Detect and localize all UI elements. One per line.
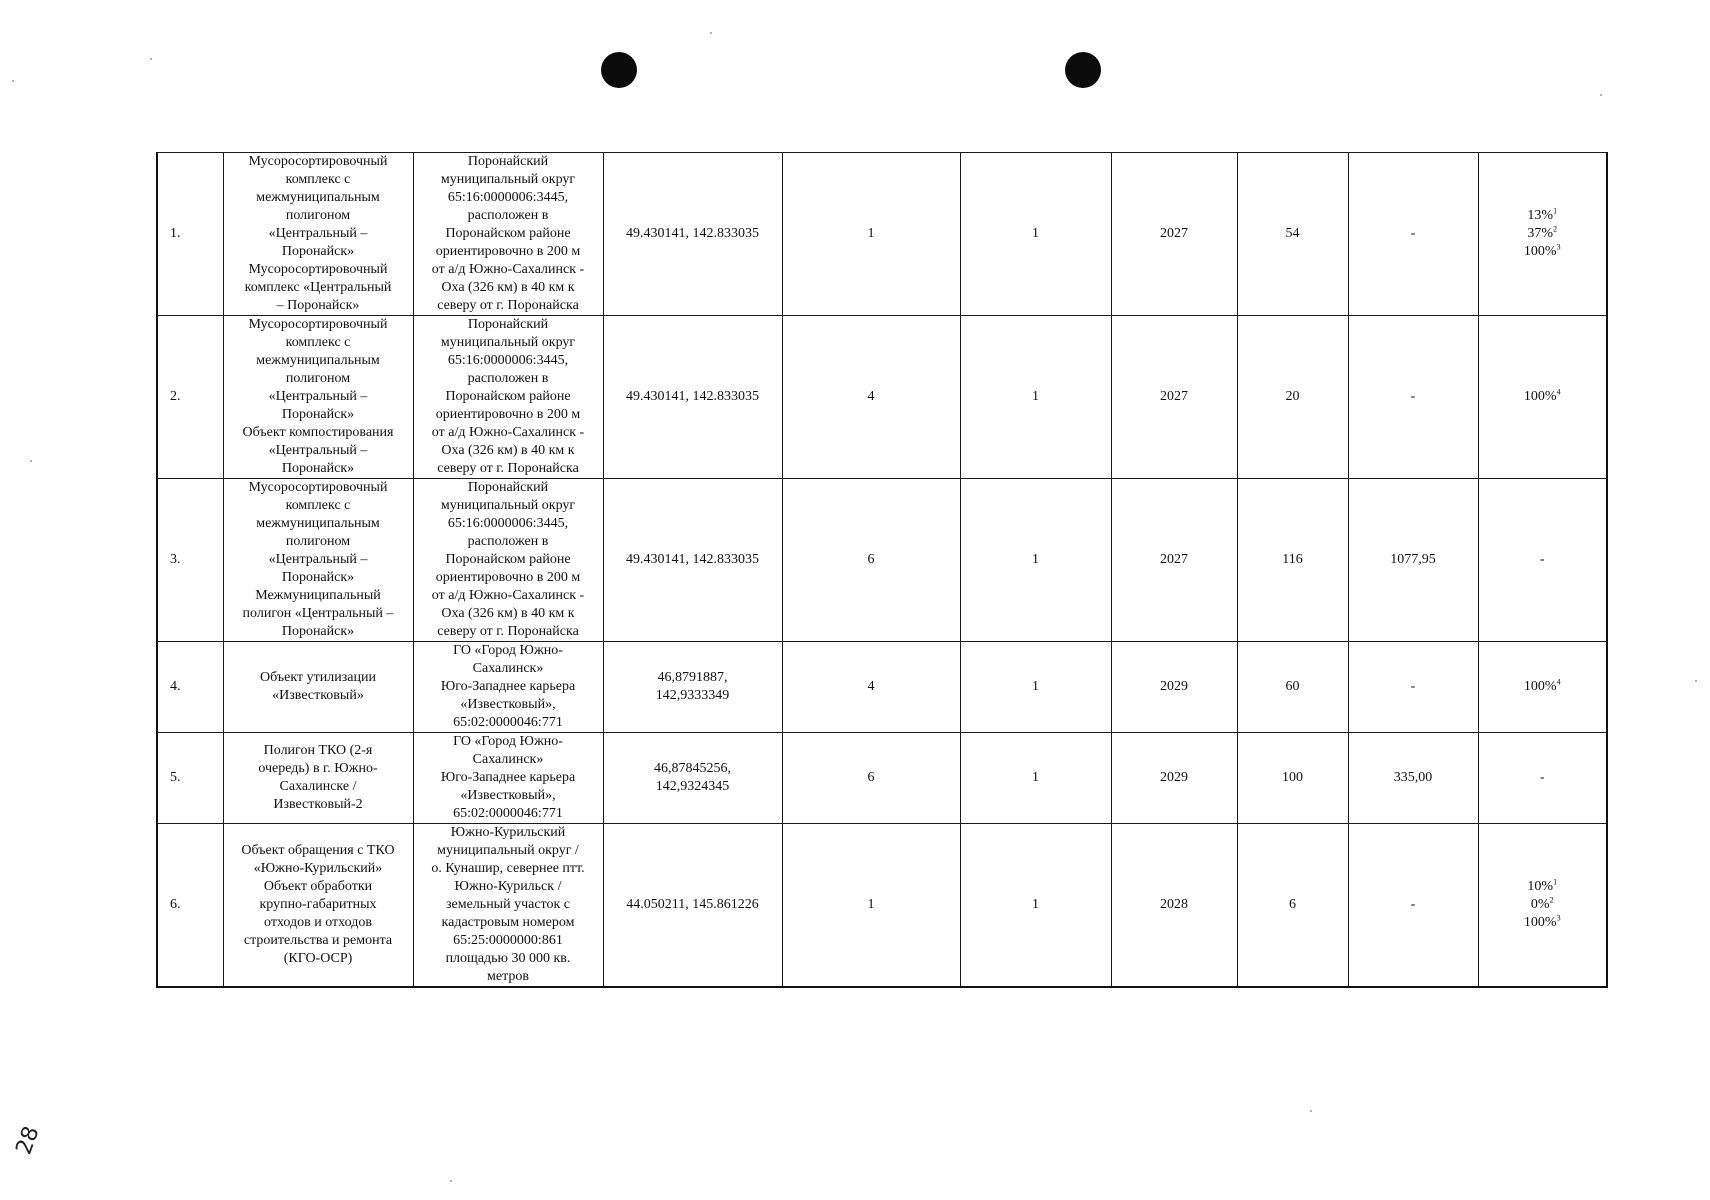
location-cell-line: Сахалинск» [472, 752, 544, 767]
object-name-cell-line: «Центральный – [268, 443, 368, 458]
object-name-cell-line: Межмуниципальный [255, 588, 381, 603]
footnote-marker: 4 [1556, 677, 1561, 687]
location-cell-line: расположен в [467, 534, 549, 549]
location-cell-line: земельный участок с [446, 897, 570, 912]
percentage-cell [1478, 642, 1607, 733]
footnote-marker: 2 [1553, 224, 1558, 234]
object-name-cell-line: крупно-габаритных [259, 897, 377, 912]
location-cell-line: от а/д Южно-Сахалинск - [431, 262, 585, 277]
percentage-line [1481, 914, 1605, 932]
object-name-cell-line: комплекс с [285, 335, 351, 350]
location-cell-line: метров [487, 969, 529, 984]
location-cell-line: муниципальный округ [440, 335, 576, 350]
location-cell-line: Поронайский [467, 317, 549, 332]
location-cell-line: муниципальный округ [440, 172, 576, 187]
coordinates-cell-line: 49.430141, 142.833035 [626, 226, 759, 241]
footnote-marker: 1 [1553, 877, 1558, 887]
object-name-cell-line: Полигон ТКО (2-я [263, 743, 373, 758]
coordinates-cell [603, 733, 782, 824]
location-cell-line: «Известковый», [460, 788, 556, 803]
location-cell-line: 65:02:0000046:771 [453, 806, 563, 821]
year-cell: 2029 [1111, 733, 1237, 824]
percentage-cell [1478, 316, 1607, 479]
scan-speck [1600, 94, 1602, 96]
value-cell-8: 1077,95 [1348, 479, 1478, 642]
location-cell-line: северу от г. Поронайска [437, 624, 579, 639]
object-name-cell-line: полигоном [285, 208, 351, 223]
location-cell-line: ГО «Город Южно- [453, 643, 563, 658]
object-name-cell [223, 824, 413, 988]
value-cell-5: 1 [960, 642, 1111, 733]
location-cell [413, 479, 603, 642]
object-name-cell-line: комплекс «Центральный [244, 280, 392, 295]
percentage-value: 0% [1530, 897, 1550, 912]
year-cell: 2027 [1111, 153, 1237, 316]
location-cell-line: ориентировочно в 200 м [435, 407, 581, 422]
object-name-cell-line: полигон «Центральный – [242, 606, 394, 621]
value-cell-4: 4 [782, 316, 960, 479]
object-name-cell-line: Объект обращения с ТКО [241, 843, 395, 858]
coordinates-cell-line: 44.050211, 145.861226 [626, 897, 759, 912]
year-cell: 2028 [1111, 824, 1237, 988]
coordinates-cell-line: 142,9333349 [655, 688, 730, 703]
location-cell-line: Оха (326 км) в 40 км к [441, 280, 575, 295]
percentage-line [1481, 225, 1605, 243]
object-name-cell-line: Поронайск» [281, 624, 355, 639]
location-cell-line: 65:16:0000006:3445, [447, 190, 569, 205]
location-cell-line: 65:16:0000006:3445, [447, 516, 569, 531]
percentage-cell [1478, 153, 1607, 316]
object-name-cell-line: Поронайск» [281, 461, 355, 476]
location-cell [413, 153, 603, 316]
coordinates-cell-line: 142,9324345 [655, 779, 730, 794]
location-cell-line: ориентировочно в 200 м [435, 570, 581, 585]
coordinates-cell [603, 642, 782, 733]
location-cell-line: северу от г. Поронайска [437, 461, 579, 476]
value-cell-5: 1 [960, 153, 1111, 316]
year-cell: 2029 [1111, 642, 1237, 733]
object-name-cell-line: комплекс с [285, 498, 351, 513]
coordinates-cell-line: 46,87845256, [654, 761, 731, 776]
scan-speck [1695, 680, 1697, 682]
value-cell-8: 335,00 [1348, 733, 1478, 824]
percentage-line [1481, 388, 1605, 406]
object-name-cell-line: полигоном [285, 371, 351, 386]
percentage-value: 100% [1523, 389, 1557, 404]
object-name-cell-line: «Центральный – [268, 226, 368, 241]
value-cell-5: 1 [960, 316, 1111, 479]
table-row [157, 479, 1607, 642]
location-cell-line: северу от г. Поронайска [437, 298, 579, 313]
value-cell-8: - [1348, 824, 1478, 988]
year-cell: 2027 [1111, 479, 1237, 642]
object-name-cell-line: межмуниципальным [256, 353, 380, 368]
table-row [157, 642, 1607, 733]
value-cell-4: 6 [782, 733, 960, 824]
value-cell-7: 20 [1237, 316, 1348, 479]
location-cell-line: 65:02:0000046:771 [453, 715, 563, 730]
table-row [157, 153, 1607, 316]
object-name-cell [223, 479, 413, 642]
coordinates-cell-line: 46,8791887, [657, 670, 728, 685]
object-name-cell-line: Объект компостирования [242, 425, 394, 440]
year-cell: 2027 [1111, 316, 1237, 479]
coordinates-cell [603, 153, 782, 316]
object-name-cell-line: очередь) в г. Южно- [258, 761, 378, 776]
location-cell-line: Юго-Западнее карьера [440, 679, 576, 694]
object-name-cell-line: межмуниципальным [256, 516, 380, 531]
object-name-cell-line: Мусоросортировочный [248, 480, 388, 495]
percentage-value: 100% [1523, 679, 1557, 694]
percentage-value: 13% [1527, 208, 1554, 223]
handwritten-page-number: 28 [11, 1123, 45, 1158]
coordinates-cell [603, 316, 782, 479]
footnote-marker: 2 [1549, 895, 1554, 905]
location-cell-line: Поронайский [467, 154, 549, 169]
object-name-cell [223, 153, 413, 316]
location-cell-line: Южно-Курильский [450, 825, 566, 840]
value-cell-7: 60 [1237, 642, 1348, 733]
location-cell-line: 65:16:0000006:3445, [447, 353, 569, 368]
object-name-cell-line: «Центральный – [268, 552, 368, 567]
location-cell-line: Южно-Курильск / [454, 879, 562, 894]
value-cell-4: 4 [782, 642, 960, 733]
row-number-cell: 1. [157, 153, 223, 316]
location-cell-line: муниципальный округ [440, 498, 576, 513]
percentage-line [1481, 896, 1605, 914]
location-cell-line: ГО «Город Южно- [453, 734, 563, 749]
location-cell-line: расположен в [467, 371, 549, 386]
percentage-line [1481, 207, 1605, 225]
value-cell-7: 116 [1237, 479, 1348, 642]
location-cell-line: муниципальный округ / [437, 843, 579, 858]
percentage-line [1481, 243, 1605, 261]
table-body [157, 153, 1607, 988]
percentage-value: - [1539, 552, 1545, 567]
object-name-cell-line: Известковый-2 [273, 797, 363, 812]
percentage-value: 100% [1523, 915, 1557, 930]
object-name-cell-line: «Южно-Курильский» [253, 861, 383, 876]
row-number-cell: 3. [157, 479, 223, 642]
object-name-cell-line: «Центральный – [268, 389, 368, 404]
location-cell-line: расположен в [467, 208, 549, 223]
percentage-line [1481, 678, 1605, 696]
object-name-cell-line: Поронайск» [281, 570, 355, 585]
percentage-line [1481, 878, 1605, 896]
location-cell-line: Юго-Западнее карьера [440, 770, 576, 785]
table-row [157, 824, 1607, 988]
percentage-line [1481, 551, 1605, 569]
object-name-cell-line: Сахалинске / [279, 779, 357, 794]
location-cell-line: Оха (326 км) в 40 км к [441, 443, 575, 458]
coordinates-cell [603, 479, 782, 642]
value-cell-7: 54 [1237, 153, 1348, 316]
percentage-value: - [1539, 770, 1545, 785]
object-name-cell [223, 316, 413, 479]
value-cell-5: 1 [960, 824, 1111, 988]
object-name-cell [223, 733, 413, 824]
object-name-cell-line: строительства и ремонта [243, 933, 393, 948]
location-cell [413, 316, 603, 479]
value-cell-8: - [1348, 316, 1478, 479]
location-cell [413, 824, 603, 988]
object-name-cell-line: Мусоросортировочный [248, 154, 388, 169]
location-cell-line: кадастровым номером [441, 915, 575, 930]
value-cell-4: 1 [782, 153, 960, 316]
scan-speck [1310, 1110, 1312, 1112]
footnote-marker: 3 [1556, 242, 1561, 252]
percentage-cell [1478, 733, 1607, 824]
binder-hole-right [1065, 52, 1101, 88]
object-name-cell-line: «Известковый» [272, 688, 364, 703]
scan-speck [450, 1180, 452, 1182]
percentage-cell [1478, 824, 1607, 988]
location-cell-line: ориентировочно в 200 м [435, 244, 581, 259]
location-cell-line: площадью 30 000 кв. [445, 951, 571, 966]
percentage-value: 100% [1523, 244, 1557, 259]
coordinates-cell-line: 49.430141, 142.833035 [626, 552, 759, 567]
value-cell-8: - [1348, 153, 1478, 316]
percentage-value: 37% [1527, 226, 1554, 241]
scan-speck [710, 32, 712, 34]
object-name-cell-line: Мусоросортировочный [248, 262, 388, 277]
waste-facilities-table [156, 152, 1608, 988]
percentage-cell [1478, 479, 1607, 642]
coordinates-cell [603, 824, 782, 988]
row-number-cell: 5. [157, 733, 223, 824]
value-cell-5: 1 [960, 733, 1111, 824]
object-name-cell-line: Поронайск» [281, 244, 355, 259]
table-row [157, 316, 1607, 479]
location-cell-line: от а/д Южно-Сахалинск - [431, 588, 585, 603]
value-cell-4: 1 [782, 824, 960, 988]
location-cell-line: о. Кунашир, севернее птт. [431, 861, 585, 876]
row-number-cell: 4. [157, 642, 223, 733]
scan-speck [12, 80, 14, 82]
value-cell-7: 6 [1237, 824, 1348, 988]
location-cell-line: Сахалинск» [472, 661, 544, 676]
percentage-value: 10% [1527, 879, 1554, 894]
location-cell-line: Поронайском районе [445, 226, 571, 241]
location-cell-line: Поронайском районе [445, 552, 571, 567]
percentage-line [1481, 769, 1605, 787]
table-row [157, 733, 1607, 824]
value-cell-7: 100 [1237, 733, 1348, 824]
location-cell-line: от а/д Южно-Сахалинск - [431, 425, 585, 440]
object-name-cell-line: полигоном [285, 534, 351, 549]
footnote-marker: 4 [1556, 387, 1561, 397]
object-name-cell-line: Объект утилизации [260, 670, 376, 685]
object-name-cell-line: комплекс с [285, 172, 351, 187]
footnote-marker: 3 [1556, 913, 1561, 923]
value-cell-5: 1 [960, 479, 1111, 642]
object-name-cell [223, 642, 413, 733]
object-name-cell-line: – Поронайск» [276, 298, 360, 313]
location-cell-line: Поронайский [467, 480, 549, 495]
binder-hole-left [601, 52, 637, 88]
coordinates-cell-line: 49.430141, 142.833035 [626, 389, 759, 404]
object-name-cell-line: (КГО-ОСР) [283, 951, 353, 966]
location-cell [413, 642, 603, 733]
location-cell-line: 65:25:0000000:861 [453, 933, 563, 948]
row-number-cell: 2. [157, 316, 223, 479]
row-number-cell: 6. [157, 824, 223, 988]
location-cell [413, 733, 603, 824]
object-name-cell-line: Объект обработки [263, 879, 373, 894]
location-cell-line: Оха (326 км) в 40 км к [441, 606, 575, 621]
scan-speck [30, 460, 32, 462]
footnote-marker: 1 [1553, 206, 1558, 216]
location-cell-line: Поронайском районе [445, 389, 571, 404]
value-cell-8: - [1348, 642, 1478, 733]
location-cell-line: «Известковый», [460, 697, 556, 712]
scan-speck [150, 58, 152, 60]
object-name-cell-line: Поронайск» [281, 407, 355, 422]
object-name-cell-line: Мусоросортировочный [248, 317, 388, 332]
value-cell-4: 6 [782, 479, 960, 642]
object-name-cell-line: отходов и отходов [264, 915, 372, 930]
object-name-cell-line: межмуниципальным [256, 190, 380, 205]
